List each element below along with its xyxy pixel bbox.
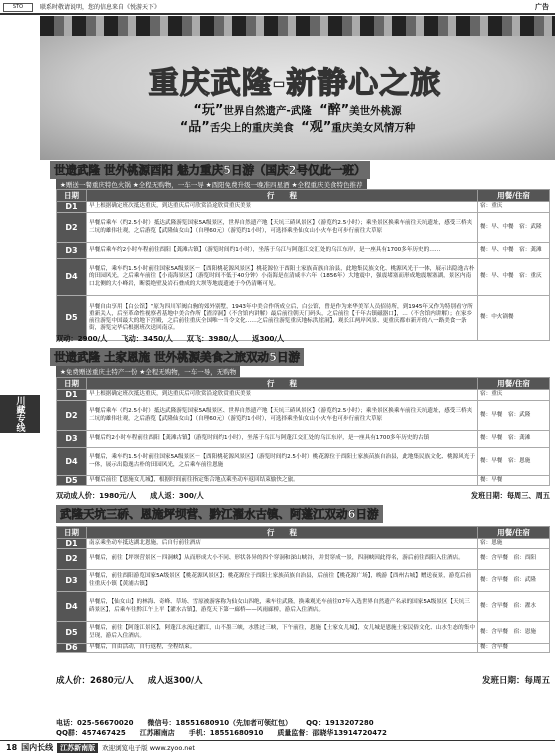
tour3-title: 武隆天坑三硚、恩施坪坝营、黔江濯水古镇、阿蓬江双动6日游 <box>56 505 383 523</box>
website-link[interactable]: 欢迎浏览电子版 www.zyoo.net <box>102 744 195 752</box>
slogan-text: 美世外桃源 <box>349 105 402 117</box>
day-cell: D4 <box>57 448 87 476</box>
qq-number: QQ：1913207280 <box>306 719 374 727</box>
tour1-subtitle: ★赠送一餐重庆特色火锅 ★全程无购物，一车一导 ★酉阳免费升级一晚准四星酒 ★全程重庆美食特色推荐 <box>56 179 367 190</box>
col-itinerary: 行 程 <box>87 190 478 202</box>
day-cell: D6 <box>57 644 87 653</box>
tour3-price <box>56 676 550 687</box>
meal-cell: 宿：重庆 <box>478 390 550 401</box>
page-footer-bar <box>0 740 555 754</box>
day-cell: D3 <box>57 570 87 592</box>
table-row <box>57 622 550 644</box>
magazine-logo: STO <box>3 3 33 12</box>
hero-banner <box>40 36 555 160</box>
day-cell: D2 <box>57 401 87 431</box>
day-cell: D2 <box>57 213 87 243</box>
phone-number: 电话：025-56670020 <box>56 719 134 727</box>
day-cell: D3 <box>57 431 87 448</box>
day-cell: D3 <box>57 243 87 259</box>
table-row <box>57 476 550 486</box>
table-header <box>57 527 550 539</box>
store-name: 江苏厢南店 <box>139 729 175 737</box>
col-day: 日期 <box>57 527 87 539</box>
meal-cell: 餐：中火锅餐 <box>478 296 550 341</box>
meal-cell: 餐：早餐 宿：恩施 <box>478 448 550 476</box>
price-item: 成人价：2680元/人 <box>56 676 134 686</box>
table-header <box>57 378 550 390</box>
price-item: 飞动：3450/人 <box>121 334 173 343</box>
meal-cell: 餐：早餐 宿：龚滩 <box>478 431 550 448</box>
section-label: 国内长线 <box>21 743 54 752</box>
slogan-text: 舌尖上的重庆美食 <box>209 122 294 134</box>
day-cell: D1 <box>57 202 87 213</box>
table-row <box>57 390 550 401</box>
itinerary-cell: 早餐后，乘车约1.5小时前往国家5A级景区－【酉阳桃花源风景区】（游览时间约2.5小时）桃花源位于酉阳土家族苗族自治县，此地集民族文化、桃源风光于一体，展示出隐逸古朴的田园风光，之后乘车前往恩施 <box>87 448 478 476</box>
slogan-text: 世界自然遗产-武隆 <box>223 105 312 117</box>
itinerary-cell: 早上根据确定班次抵达重庆，到达重庆后可欣赏沿途欣赏重庆美景 <box>87 202 478 213</box>
slogan-key: “观” <box>301 120 332 135</box>
table-row <box>57 644 550 653</box>
hero-slogan-2 <box>40 116 555 135</box>
table-row <box>57 570 550 592</box>
depart-dates: 发班日期：每周五 <box>481 676 550 686</box>
wechat-id: 微信号：18551680910（先加者可领红包） <box>147 719 293 727</box>
slogan-text: 重庆美女风情万种 <box>331 122 416 134</box>
meal-cell: 宿：重庆 <box>478 202 550 213</box>
itinerary-cell: 早餐后乘车（约2.5小时）抵达武隆游览国家5A级景区、世界自然遗产地【天坑三硚风景区】（游览约2.5小时）；乘坐景区换乘车前往天坑遗址，感受三桥夹二坑的雄伟壮观，之后游览【武隆仙女山】（自理60元）（游览约1小时），可选择乘坐仙女山小火车也可步行前往大草原 <box>87 401 478 431</box>
meal-cell: 餐：早、中餐 宿：龚滩 <box>478 243 550 259</box>
itinerary-cell: 早餐后，前往【坪坝营景区－四洞峡】从而形成大小不同、形状各异的四个穿洞和深山峡谷，并贯穿成一景，四洞峡因此得名，游后前往酉阳入住酒店。 <box>87 549 478 570</box>
page-number: 18 <box>6 743 18 752</box>
meal-cell: 餐：含早餐 宿：恩施 <box>478 622 550 644</box>
tour2-table <box>56 377 550 486</box>
meal-cell: 宿：恩施 <box>478 539 550 549</box>
itinerary-cell: 早餐后，【仙女山】的林海、奇峰、草场、雪原被游客称为仙女山四绝，乘车往武隆，换乘观光车前往07年入选世界自然遗产名录的国家5A级景区【天坑三硚景区】，后乘车往黔江午上平【濯水古镇】，游览天下第一廊桥——风雨廊桥，游后入住酒店。 <box>87 592 478 622</box>
price-item: 双动：2900/人 <box>56 334 108 343</box>
itinerary-cell: 早餐后，自由活动，自行返程，全程结束。 <box>87 644 478 653</box>
day-cell: D5 <box>57 296 87 341</box>
table-row <box>57 549 550 570</box>
edition-badge: 江苏新南版 <box>57 743 98 753</box>
slogan-key: “醉” <box>319 103 350 118</box>
tour2-subtitle: ★免费赠送重庆土特产一份 ★全程无购物，一车一导，无购物 <box>56 366 240 377</box>
meal-cell: 餐：含早餐 宿：武隆 <box>478 570 550 592</box>
itinerary-cell: 早餐后前往【恩施女儿城】，根据时间前往指定集合地点乘坐动车返回结束愉快之旅。 <box>87 476 478 486</box>
itinerary-cell: 早餐后，前往【阿蓬江景区】，阿蓬江水流过濯江，山不墨三峡，水胜过三峡，下午前往，恩施【土家女儿城】，女儿城是恩施土家民俗文化、山水生态的集中呈现，游后入住酒店。 <box>87 622 478 644</box>
day-cell: D2 <box>57 549 87 570</box>
itinerary-cell: 南京乘坐动车抵达湖北恩施，后自行前往酒店 <box>87 539 478 549</box>
price-item: 成人返：300/人 <box>150 491 204 500</box>
col-itinerary: 行 程 <box>87 378 478 390</box>
meal-cell: 餐：含早餐 宿：酉阳 <box>478 549 550 570</box>
top-rule <box>0 13 555 15</box>
table-row <box>57 539 550 549</box>
tour1-price <box>56 333 550 344</box>
col-itinerary: 行 程 <box>87 527 478 539</box>
left-margin <box>0 160 40 720</box>
decorative-stripe <box>40 16 555 36</box>
top-bar <box>0 0 555 36</box>
day-cell: D5 <box>57 476 87 486</box>
contact-footer <box>56 718 550 738</box>
meal-cell: 餐：含早餐 <box>478 644 550 653</box>
slogan-key: “品” <box>179 120 210 135</box>
qq-group: QQ群：457467425 <box>56 729 126 737</box>
table-row <box>57 431 550 448</box>
day-cell: D4 <box>57 592 87 622</box>
itinerary-cell: 早餐后约2小时车程前往酉阳【龚滩古镇】（游览时间约1小时），坐落于乌江与阿蓬江交汇处的乌江东岸，是一座具有1700多年历史的古镇 <box>87 431 478 448</box>
day-cell: D4 <box>57 259 87 296</box>
day-cell: D5 <box>57 622 87 644</box>
table-row <box>57 448 550 476</box>
col-day: 日期 <box>57 190 87 202</box>
itinerary-cell: 早餐自由享用【白公馆】“原为四川军阀白驹的郊外别墅，1943年中美合作所成立后，白公馆，曾是作为来华美军人员招待所，到1945年又作为特别看守所重新关人，后至革命性视察者基地中美合作所【渣滓洞】（不含馆内讲解）最后前往朝天门码头，之后前往【千年古镇磁器口】，…（不含馆内讲解）；在家乡前往游览中国最大的地下宫殿，之后前往重庆全国唯一当令文化……之后前往游览重庆地标洪崖洞】，观长江两岸风景、更重庆都市新开的八一路美食一条街，游览完毕后根据班次送回南京。 <box>87 296 478 341</box>
col-meal: 用餐/住宿 <box>478 378 550 390</box>
slogan-key: “玩” <box>193 103 224 118</box>
meal-cell: 餐：早、中餐 宿：武隆 <box>478 213 550 243</box>
tour2-price <box>56 490 550 501</box>
price-item: 双飞：3980/人 <box>186 334 239 343</box>
itinerary-cell: 早餐后乘车（约2.5小时）抵达武隆游览国家5A级景区，世界自然遗产地【天坑三硚风景区】（游览约2.5小时）；乘坐景区换乘车前往天坑遗址，感受三桥夹二坑的雄伟壮观，之后游览【武隆仙女山】（自理60元）（游览约1小时），可选择乘坐仙女山小火车也可步行前往大草原 <box>87 213 478 243</box>
day-cell: D1 <box>57 390 87 401</box>
table-header <box>57 190 550 202</box>
tour2-title: 世遗武隆 土家恩施 世外桃源美食之旅双动5日游 <box>50 348 304 366</box>
hero-title: 重庆武隆-新静心之旅 <box>148 66 442 101</box>
meal-cell: 餐：早餐 宿：武隆 <box>478 401 550 431</box>
tour3-table <box>56 526 550 653</box>
top-notice: 联系时敬请说明，您的信息来自《悦游天下》 <box>40 4 161 11</box>
col-meal: 用餐/住宿 <box>478 527 550 539</box>
table-row <box>57 243 550 259</box>
table-row <box>57 259 550 296</box>
table-row <box>57 202 550 213</box>
price-item: 成人返300/人 <box>147 676 203 686</box>
day-cell: D1 <box>57 539 87 549</box>
price-item: 返300/人 <box>252 334 285 343</box>
price-item: 双动成人价：1980元/人 <box>56 491 137 500</box>
itinerary-cell: 早餐后，前往酉阳游览国家5A级景区【桃花源风景区】；桃花源位于酉阳土家族苗族自治县，后前往【桃花源广场】，晚游【酉州古城】赠送夜景，游览后前往重庆小镇【黄浦古镇】 <box>87 570 478 592</box>
tour1-title: 世遗武隆 世外桃源酉阳 魅力重庆5日游（国庆2号仅此一班） <box>50 161 370 179</box>
quality-supervisor: 质量监督：邵晓华13914720472 <box>277 729 387 737</box>
meal-cell: 餐：早、中餐 宿：重庆 <box>478 259 550 296</box>
meal-cell: 餐：含早餐 宿：濯水 <box>478 592 550 622</box>
meal-cell: 餐：早餐 <box>478 476 550 486</box>
tour1-table <box>56 189 550 341</box>
depart-dates: 发班日期：每周三、周五 <box>470 491 550 500</box>
table-row <box>57 213 550 243</box>
itinerary-cell: 早上根据确定班次抵达重庆，到达重庆后可欣赏沿途欣赏重庆美景 <box>87 390 478 401</box>
table-row <box>57 592 550 622</box>
section-sidebar: 川藏专线 <box>0 395 40 433</box>
mobile-number: 手机：18551680910 <box>188 729 264 737</box>
itinerary-cell: 早餐后乘车约2小时车程前往酉阳【龚滩古镇】（游览时间约1小时），坐落于乌江与阿蓬江交汇处的乌江东岸，是一座具有1700多年历史的…… <box>87 243 478 259</box>
table-row <box>57 401 550 431</box>
ad-label: 广告 <box>535 3 549 11</box>
itinerary-cell: 早餐后，乘车约1.5小时前往国家5A级景区－【酉阳桃花源风景区】桃花源位于酉阳土家族苗族自治县，此地集民族文化、桃源风光于一体，展示出隐逸古朴的田园风光，之后乘车前往【小南海景区】（游览时间不低于40分钟）小南海是在清咸丰六年（1856年）大地震中，强震堵塞而形成地震堰塞湖，景区内南口北侧的大小峰岩，断裂绝壁及岩石叠成的大坝等地震遗迹于今仍清晰可见。 <box>87 259 478 296</box>
col-day: 日期 <box>57 378 87 390</box>
col-meal: 用餐/住宿 <box>478 190 550 202</box>
